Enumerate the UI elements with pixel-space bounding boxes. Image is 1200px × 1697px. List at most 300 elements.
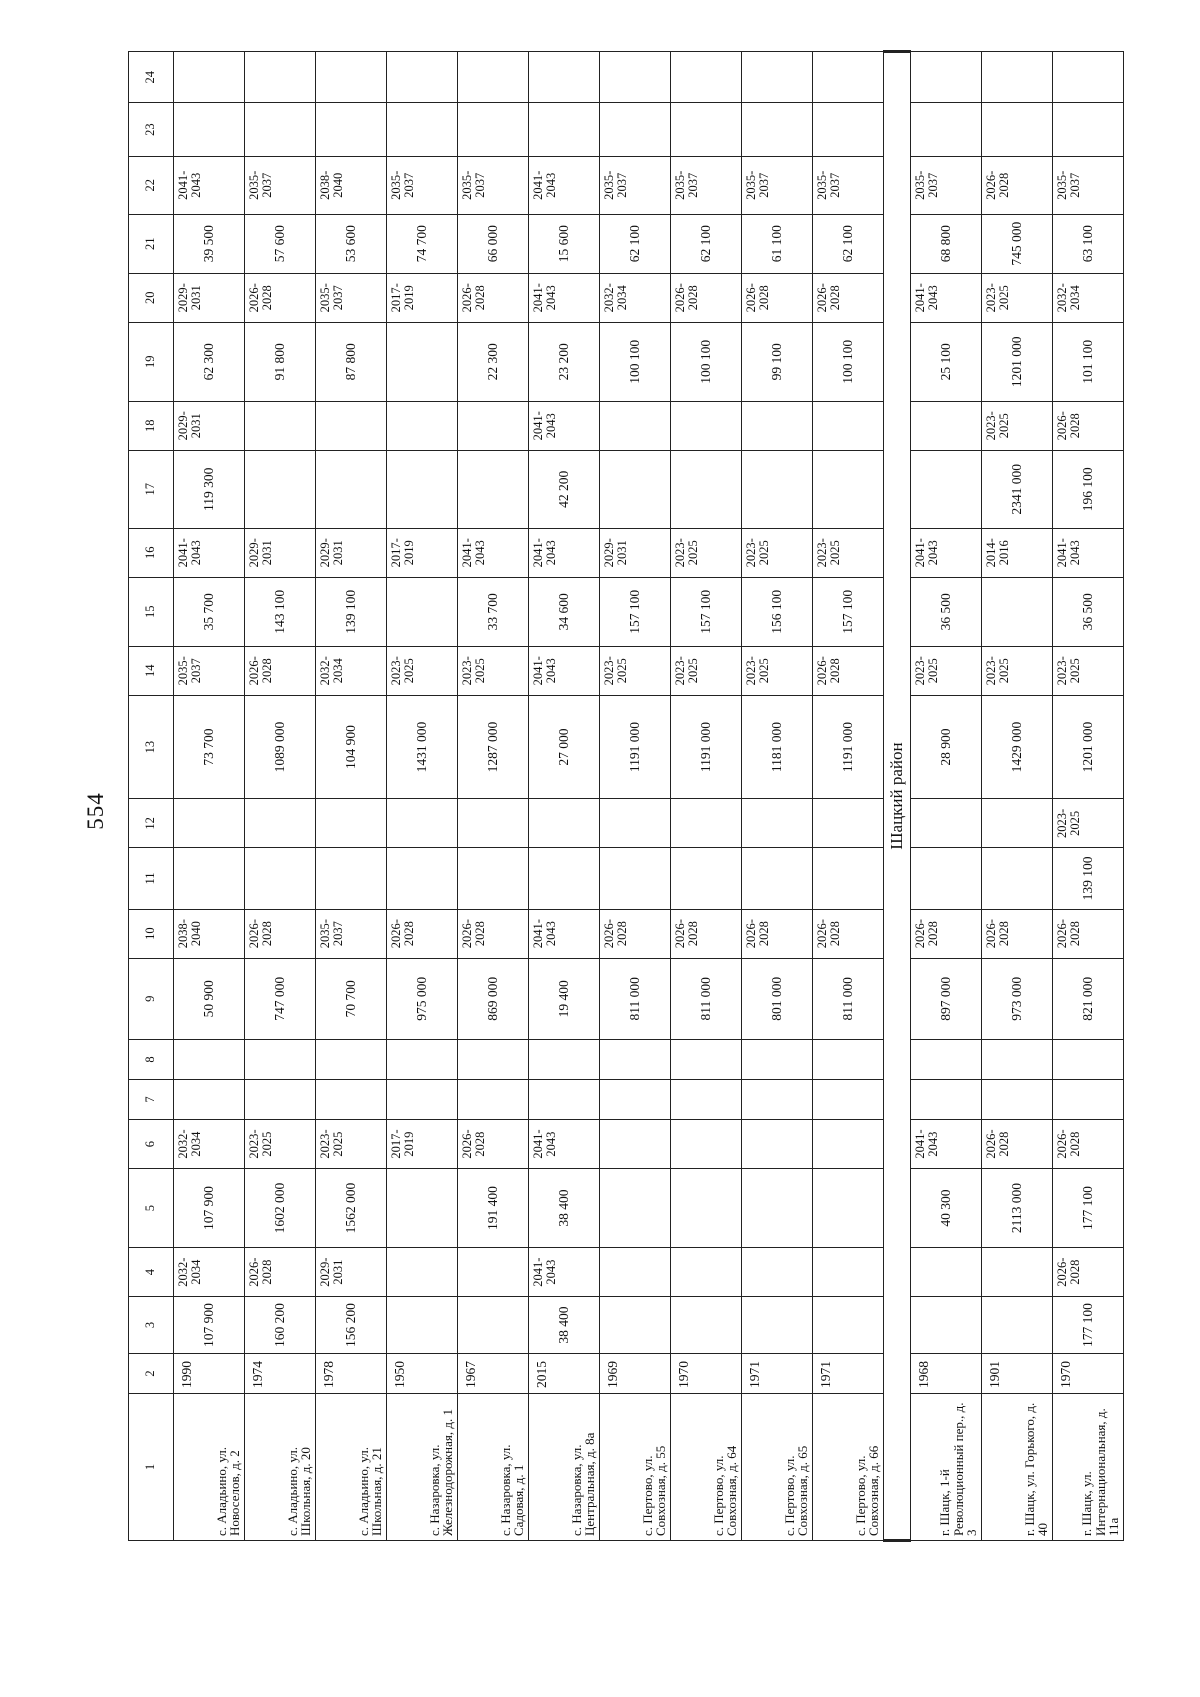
table-row-col-19: 100 100 bbox=[813, 322, 884, 401]
table-row-col-11 bbox=[316, 848, 387, 909]
table-row-col-18 bbox=[600, 401, 671, 450]
table-row-col-1: г. Шацк, ул. Интернациональная, д. 11а bbox=[1053, 1394, 1124, 1541]
table-row bbox=[813, 52, 884, 1541]
table-row-col-7 bbox=[529, 1079, 600, 1119]
table-row-col-13: 73 700 bbox=[174, 695, 245, 799]
table-row-col-16: 2017- 2019 bbox=[387, 528, 458, 577]
table-row-col-24 bbox=[600, 52, 671, 103]
table-row-col-9: 801 000 bbox=[742, 958, 813, 1039]
table-row-col-1: с. Назаровка, ул. Железнодорожная, д. 1 bbox=[387, 1394, 458, 1541]
table-row-col-19: 22 300 bbox=[458, 322, 529, 401]
table-row-col-16: 2041- 2043 bbox=[174, 528, 245, 577]
table-row-col-23 bbox=[671, 103, 742, 156]
table-row-col-6: 2023- 2025 bbox=[316, 1120, 387, 1169]
table-row-col-5 bbox=[387, 1169, 458, 1248]
table-row-col-16: 2041- 2043 bbox=[1053, 528, 1124, 577]
table-row-col-11 bbox=[529, 848, 600, 909]
table-row-col-1: г. Шацк, 1-й Революционный пер., д. 3 bbox=[911, 1394, 982, 1541]
table-row-col-11 bbox=[982, 848, 1053, 909]
table-row-col-1: с. Аладьино, ул. Новоселов, д. 2 bbox=[174, 1394, 245, 1541]
table-row-col-14: 2023- 2025 bbox=[982, 646, 1053, 695]
table-row-col-18 bbox=[671, 401, 742, 450]
table-row-col-20: 2032- 2034 bbox=[600, 273, 671, 322]
table-row-col-8 bbox=[982, 1039, 1053, 1079]
table-row-col-3: 107 900 bbox=[174, 1297, 245, 1354]
table-row-col-17 bbox=[387, 450, 458, 528]
table-row-col-12 bbox=[600, 799, 671, 848]
table-row-col-7 bbox=[458, 1079, 529, 1119]
table-row-col-20: 2026- 2028 bbox=[671, 273, 742, 322]
table-row-col-10: 2026- 2028 bbox=[600, 909, 671, 958]
table-row-col-2: 2015 bbox=[529, 1353, 600, 1393]
table-row-col-9: 70 700 bbox=[316, 958, 387, 1039]
table-row-col-20: 2026- 2028 bbox=[245, 273, 316, 322]
table-row-col-6: 2026- 2028 bbox=[1053, 1120, 1124, 1169]
table-row-col-2: 1950 bbox=[387, 1353, 458, 1393]
table-row bbox=[245, 52, 316, 1541]
table-row-col-15: 35 700 bbox=[174, 577, 245, 646]
table-row-col-23 bbox=[529, 103, 600, 156]
table-row-col-20: 2026- 2028 bbox=[742, 273, 813, 322]
table-row-col-14: 2023- 2025 bbox=[458, 646, 529, 695]
header-cell: 6 bbox=[129, 1120, 174, 1169]
table-row-col-12 bbox=[742, 799, 813, 848]
table-row-col-23 bbox=[742, 103, 813, 156]
table-row-col-11 bbox=[600, 848, 671, 909]
table-row-col-14: 2041- 2043 bbox=[529, 646, 600, 695]
table-row bbox=[174, 52, 245, 1541]
table-row-col-23 bbox=[458, 103, 529, 156]
table-row-col-15: 139 100 bbox=[316, 577, 387, 646]
table-row-col-10: 2026- 2028 bbox=[245, 909, 316, 958]
table-row-col-21: 62 100 bbox=[600, 214, 671, 273]
header-cell: 8 bbox=[129, 1039, 174, 1079]
table-row-col-18: 2026- 2028 bbox=[1053, 401, 1124, 450]
table-row bbox=[458, 52, 529, 1541]
table-row-col-16: 2023- 2025 bbox=[742, 528, 813, 577]
table-row-col-18: 2023- 2025 bbox=[982, 401, 1053, 450]
table-row-col-10: 2026- 2028 bbox=[1053, 909, 1124, 958]
table-row-col-1: с. Пертово, ул. Совхозная, д. 55 bbox=[600, 1394, 671, 1541]
table-row-col-16: 2023- 2025 bbox=[813, 528, 884, 577]
header-cell: 17 bbox=[129, 450, 174, 528]
table-row-col-8 bbox=[600, 1039, 671, 1079]
table-row-col-23 bbox=[1053, 103, 1124, 156]
table-row-col-7 bbox=[174, 1079, 245, 1119]
table-row-col-15: 34 600 bbox=[529, 577, 600, 646]
table-row-col-4 bbox=[911, 1248, 982, 1297]
table-row-col-6 bbox=[671, 1120, 742, 1169]
table-row-col-16: 2023- 2025 bbox=[671, 528, 742, 577]
table-row bbox=[1053, 52, 1124, 1541]
table-row-col-13: 1191 000 bbox=[671, 695, 742, 799]
table-row-col-20: 2041- 2043 bbox=[911, 273, 982, 322]
table-row-col-20: 2017- 2019 bbox=[387, 273, 458, 322]
table-row-col-6: 2032- 2034 bbox=[174, 1120, 245, 1169]
table-row-col-14: 2035- 2037 bbox=[174, 646, 245, 695]
table-row-col-4: 2026- 2028 bbox=[1053, 1248, 1124, 1297]
table-row-col-9: 811 000 bbox=[600, 958, 671, 1039]
table-row-col-15: 157 100 bbox=[600, 577, 671, 646]
table-row-col-13: 1089 000 bbox=[245, 695, 316, 799]
table-row-col-16: 2041- 2043 bbox=[529, 528, 600, 577]
table-row-col-24 bbox=[529, 52, 600, 103]
table-row bbox=[316, 52, 387, 1541]
table-row-col-21: 62 100 bbox=[671, 214, 742, 273]
header-cell: 19 bbox=[129, 322, 174, 401]
table-row-col-22: 2035- 2037 bbox=[387, 156, 458, 214]
header-cell: 15 bbox=[129, 577, 174, 646]
data-table bbox=[128, 50, 1124, 1542]
table-row-col-22: 2035- 2037 bbox=[813, 156, 884, 214]
table-row-col-13: 1191 000 bbox=[813, 695, 884, 799]
table-row-col-12 bbox=[174, 799, 245, 848]
table-row-col-7 bbox=[245, 1079, 316, 1119]
header-cell: 7 bbox=[129, 1079, 174, 1119]
table-row-col-23 bbox=[174, 103, 245, 156]
table-row-col-23 bbox=[245, 103, 316, 156]
table-row-col-15: 36 500 bbox=[911, 577, 982, 646]
table-row-col-22: 2035- 2037 bbox=[1053, 156, 1124, 214]
table-row-col-5 bbox=[671, 1169, 742, 1248]
table-row-col-4 bbox=[813, 1248, 884, 1297]
table-row-col-17 bbox=[245, 450, 316, 528]
table-row-col-24 bbox=[245, 52, 316, 103]
table-row-col-24 bbox=[671, 52, 742, 103]
header-cell: 12 bbox=[129, 799, 174, 848]
header-cell: 5 bbox=[129, 1169, 174, 1248]
table-row-col-9: 973 000 bbox=[982, 958, 1053, 1039]
table-row-col-18 bbox=[316, 401, 387, 450]
table-row-col-14: 2026- 2028 bbox=[813, 646, 884, 695]
table-row-col-7 bbox=[982, 1079, 1053, 1119]
table-row-col-19: 100 100 bbox=[671, 322, 742, 401]
table-row-col-10: 2026- 2028 bbox=[742, 909, 813, 958]
table-row-col-2: 1969 bbox=[600, 1353, 671, 1393]
table-row-col-12 bbox=[316, 799, 387, 848]
table-row-col-5: 177 100 bbox=[1053, 1169, 1124, 1248]
table-row-col-4 bbox=[387, 1248, 458, 1297]
table-row-col-8 bbox=[316, 1039, 387, 1079]
table-row-col-10: 2026- 2028 bbox=[813, 909, 884, 958]
table-row-col-17 bbox=[742, 450, 813, 528]
table-row-col-18 bbox=[387, 401, 458, 450]
table-row-col-11 bbox=[671, 848, 742, 909]
table-row-col-11 bbox=[245, 848, 316, 909]
table-row-col-12 bbox=[671, 799, 742, 848]
table-row-col-9: 897 000 bbox=[911, 958, 982, 1039]
table-row-col-24 bbox=[1053, 52, 1124, 103]
table-row-col-21: 39 500 bbox=[174, 214, 245, 273]
table-row bbox=[529, 52, 600, 1541]
data-table-container bbox=[128, 50, 1122, 1542]
table-row-col-21: 68 800 bbox=[911, 214, 982, 273]
table-row-col-5 bbox=[742, 1169, 813, 1248]
table-row-col-7 bbox=[316, 1079, 387, 1119]
table-row-col-9: 747 000 bbox=[245, 958, 316, 1039]
table-row-col-19: 99 100 bbox=[742, 322, 813, 401]
table-row-col-5 bbox=[813, 1169, 884, 1248]
table-row-col-14: 2023- 2025 bbox=[600, 646, 671, 695]
table-row-col-8 bbox=[387, 1039, 458, 1079]
table-row-col-10: 2026- 2028 bbox=[387, 909, 458, 958]
table-row-col-12 bbox=[982, 799, 1053, 848]
table-row-col-2: 1971 bbox=[742, 1353, 813, 1393]
table-row-col-3 bbox=[600, 1297, 671, 1354]
table-row-col-22: 2035- 2037 bbox=[671, 156, 742, 214]
header-cell: 23 bbox=[129, 103, 174, 156]
table-row-col-21: 57 600 bbox=[245, 214, 316, 273]
table-row-col-10: 2041- 2043 bbox=[529, 909, 600, 958]
table-row-col-10: 2026- 2028 bbox=[982, 909, 1053, 958]
table-row-col-13: 1431 000 bbox=[387, 695, 458, 799]
table-row-col-5: 1562 000 bbox=[316, 1169, 387, 1248]
table-row-col-13: 1287 000 bbox=[458, 695, 529, 799]
table-row-col-19: 101 100 bbox=[1053, 322, 1124, 401]
table-row bbox=[600, 52, 671, 1541]
table-row-col-21: 745 000 bbox=[982, 214, 1053, 273]
table-row-col-7 bbox=[387, 1079, 458, 1119]
table-row-col-7 bbox=[813, 1079, 884, 1119]
table-row-col-2: 1967 bbox=[458, 1353, 529, 1393]
table-row-col-21: 63 100 bbox=[1053, 214, 1124, 273]
header-cell: 10 bbox=[129, 909, 174, 958]
table-row-col-15: 156 100 bbox=[742, 577, 813, 646]
table-row-col-16: 2041- 2043 bbox=[911, 528, 982, 577]
table-row-col-15 bbox=[387, 577, 458, 646]
table-row-col-3: 177 100 bbox=[1053, 1297, 1124, 1354]
table-row-col-6: 2026- 2028 bbox=[982, 1120, 1053, 1169]
table-row-col-7 bbox=[911, 1079, 982, 1119]
header-cell: 2 bbox=[129, 1353, 174, 1393]
table-row-col-8 bbox=[911, 1039, 982, 1079]
table-row-col-3 bbox=[742, 1297, 813, 1354]
table-row-col-23 bbox=[387, 103, 458, 156]
header-cell: 3 bbox=[129, 1297, 174, 1354]
table-row-col-4 bbox=[458, 1248, 529, 1297]
table-row-col-12 bbox=[529, 799, 600, 848]
table-row-col-9: 869 000 bbox=[458, 958, 529, 1039]
table-row bbox=[742, 52, 813, 1541]
table-row-col-10: 2026- 2028 bbox=[458, 909, 529, 958]
table-row-col-12: 2023- 2025 bbox=[1053, 799, 1124, 848]
table-row-col-12 bbox=[458, 799, 529, 848]
table-row-col-5: 2113 000 bbox=[982, 1169, 1053, 1248]
table-row-col-12 bbox=[245, 799, 316, 848]
table-row-col-4: 2029- 2031 bbox=[316, 1248, 387, 1297]
table-row-col-18 bbox=[458, 401, 529, 450]
table-row-col-16: 2014- 2016 bbox=[982, 528, 1053, 577]
table-row-col-6: 2017- 2019 bbox=[387, 1120, 458, 1169]
table-row-col-13: 104 900 bbox=[316, 695, 387, 799]
table-row-col-22: 2041- 2043 bbox=[174, 156, 245, 214]
table-row-col-20: 2032- 2034 bbox=[1053, 273, 1124, 322]
table-row-col-9: 50 900 bbox=[174, 958, 245, 1039]
table-row-col-2: 1971 bbox=[813, 1353, 884, 1393]
table-row-col-18 bbox=[245, 401, 316, 450]
table-row-col-2: 1970 bbox=[1053, 1353, 1124, 1393]
table-row-col-18 bbox=[742, 401, 813, 450]
header-cell: 22 bbox=[129, 156, 174, 214]
table-row-col-9: 811 000 bbox=[671, 958, 742, 1039]
header-cell: 21 bbox=[129, 214, 174, 273]
table-row-col-21: 62 100 bbox=[813, 214, 884, 273]
table-row-col-17 bbox=[316, 450, 387, 528]
table-row-col-21: 74 700 bbox=[387, 214, 458, 273]
table-row-col-22: 2026- 2028 bbox=[982, 156, 1053, 214]
table-row-col-9: 19 400 bbox=[529, 958, 600, 1039]
table-row-col-1: г. Шацк, ул. Горького, д. 40 bbox=[982, 1394, 1053, 1541]
table-row-col-18: 2029- 2031 bbox=[174, 401, 245, 450]
table-row-col-1: с. Назаровка, ул. Центральная, д. 8а bbox=[529, 1394, 600, 1541]
header-cell: 16 bbox=[129, 528, 174, 577]
table-row-col-7 bbox=[742, 1079, 813, 1119]
table-row bbox=[982, 52, 1053, 1541]
table-row-col-22: 2035- 2037 bbox=[600, 156, 671, 214]
table-row-col-1: с. Пертово, ул. Совхозная, д. 65 bbox=[742, 1394, 813, 1541]
table-row-col-20: 2026- 2028 bbox=[458, 273, 529, 322]
table-row-col-19: 87 800 bbox=[316, 322, 387, 401]
table-row-col-23 bbox=[813, 103, 884, 156]
table-row-col-3 bbox=[671, 1297, 742, 1354]
table-row-col-14: 2023- 2025 bbox=[911, 646, 982, 695]
table-row-col-7 bbox=[1053, 1079, 1124, 1119]
table-row-col-13: 27 000 bbox=[529, 695, 600, 799]
table-row-col-9: 975 000 bbox=[387, 958, 458, 1039]
table-row-col-24 bbox=[911, 52, 982, 103]
table-row-col-22: 2035- 2037 bbox=[742, 156, 813, 214]
table-row-col-11 bbox=[911, 848, 982, 909]
table-row-col-19 bbox=[387, 322, 458, 401]
table-row-col-2: 1901 bbox=[982, 1353, 1053, 1393]
table-row-col-17 bbox=[458, 450, 529, 528]
table-row-col-11 bbox=[813, 848, 884, 909]
table-row-col-1: с. Аладьино, ул. Школьная, д. 21 bbox=[316, 1394, 387, 1541]
table-row-col-9: 811 000 bbox=[813, 958, 884, 1039]
table-row-col-19: 62 300 bbox=[174, 322, 245, 401]
table-row-col-21: 66 000 bbox=[458, 214, 529, 273]
table-row-col-19: 100 100 bbox=[600, 322, 671, 401]
table-row bbox=[387, 52, 458, 1541]
table-row-col-1: с. Пертово, ул. Совхозная, д. 64 bbox=[671, 1394, 742, 1541]
table-row-col-14: 2023- 2025 bbox=[387, 646, 458, 695]
table-row-col-22: 2041- 2043 bbox=[529, 156, 600, 214]
table-row-col-13: 1181 000 bbox=[742, 695, 813, 799]
table-row-col-4: 2041- 2043 bbox=[529, 1248, 600, 1297]
table-row-col-5: 40 300 bbox=[911, 1169, 982, 1248]
table-row-col-8 bbox=[671, 1039, 742, 1079]
table-row-col-17 bbox=[600, 450, 671, 528]
table-row-col-13: 1429 000 bbox=[982, 695, 1053, 799]
table-row-col-18 bbox=[813, 401, 884, 450]
table-row-col-13: 28 900 bbox=[911, 695, 982, 799]
table-row-col-6: 2026- 2028 bbox=[458, 1120, 529, 1169]
table-row-col-5: 107 900 bbox=[174, 1169, 245, 1248]
header-cell: 11 bbox=[129, 848, 174, 909]
table-row-col-3 bbox=[458, 1297, 529, 1354]
table-row-col-15: 157 100 bbox=[813, 577, 884, 646]
table-row-col-5 bbox=[600, 1169, 671, 1248]
table-row-col-12 bbox=[911, 799, 982, 848]
table-row-col-2: 1974 bbox=[245, 1353, 316, 1393]
table-row-col-4 bbox=[600, 1248, 671, 1297]
table-row-col-15: 143 100 bbox=[245, 577, 316, 646]
table-row-col-17: 2341 000 bbox=[982, 450, 1053, 528]
table-row-col-15: 33 700 bbox=[458, 577, 529, 646]
table-row-col-14: 2032- 2034 bbox=[316, 646, 387, 695]
table-row-col-2: 1970 bbox=[671, 1353, 742, 1393]
table-row-col-24 bbox=[387, 52, 458, 103]
table-row-col-20: 2023- 2025 bbox=[982, 273, 1053, 322]
header-cell: 1 bbox=[129, 1394, 174, 1541]
table-row-col-4 bbox=[742, 1248, 813, 1297]
table-row-col-7 bbox=[671, 1079, 742, 1119]
table-row-col-17: 196 100 bbox=[1053, 450, 1124, 528]
table-row-col-20: 2026- 2028 bbox=[813, 273, 884, 322]
table-row-col-5: 38 400 bbox=[529, 1169, 600, 1248]
table-row-col-17 bbox=[911, 450, 982, 528]
table-row-col-20: 2029- 2031 bbox=[174, 273, 245, 322]
table-row-col-3: 156 200 bbox=[316, 1297, 387, 1354]
table-row-col-17 bbox=[813, 450, 884, 528]
table-row-col-18 bbox=[911, 401, 982, 450]
table-row-col-3: 160 200 bbox=[245, 1297, 316, 1354]
table-row-col-2: 1978 bbox=[316, 1353, 387, 1393]
table-row bbox=[911, 52, 982, 1541]
table-row-col-10: 2026- 2028 bbox=[911, 909, 982, 958]
table-row-col-3 bbox=[911, 1297, 982, 1354]
table-row-col-19: 91 800 bbox=[245, 322, 316, 401]
table-row-col-1: с. Пертово, ул. Совхозная, д. 66 bbox=[813, 1394, 884, 1541]
table-row-col-24 bbox=[458, 52, 529, 103]
region-label: Шацкий район bbox=[884, 52, 911, 1541]
table-row-col-24 bbox=[174, 52, 245, 103]
table-row-col-19: 23 200 bbox=[529, 322, 600, 401]
table-row-col-24 bbox=[742, 52, 813, 103]
table-row-col-24 bbox=[316, 52, 387, 103]
table-row-col-18: 2041- 2043 bbox=[529, 401, 600, 450]
table-row-col-8 bbox=[529, 1039, 600, 1079]
table-row-col-11 bbox=[742, 848, 813, 909]
table-row-col-4 bbox=[671, 1248, 742, 1297]
table-row-col-2: 1990 bbox=[174, 1353, 245, 1393]
table-row-col-8 bbox=[458, 1039, 529, 1079]
table-row-col-22: 2035- 2037 bbox=[245, 156, 316, 214]
table-row-col-19: 25 100 bbox=[911, 322, 982, 401]
table-row-col-3 bbox=[387, 1297, 458, 1354]
header-cell: 24 bbox=[129, 52, 174, 103]
table-row-col-19: 1201 000 bbox=[982, 322, 1053, 401]
table-row-col-5: 1602 000 bbox=[245, 1169, 316, 1248]
header-cell: 18 bbox=[129, 401, 174, 450]
table-row-col-10: 2035- 2037 bbox=[316, 909, 387, 958]
table-row-col-10: 2026- 2028 bbox=[671, 909, 742, 958]
table-row-col-3 bbox=[813, 1297, 884, 1354]
table-row-col-22: 2035- 2037 bbox=[458, 156, 529, 214]
table-row-col-23 bbox=[982, 103, 1053, 156]
table-row-col-4 bbox=[982, 1248, 1053, 1297]
table-row-col-21: 61 100 bbox=[742, 214, 813, 273]
header-cell: 14 bbox=[129, 646, 174, 695]
table-row-col-8 bbox=[813, 1039, 884, 1079]
table-row bbox=[671, 52, 742, 1541]
table-row-col-11 bbox=[174, 848, 245, 909]
table-row-col-16: 2029- 2031 bbox=[245, 528, 316, 577]
table-row-col-17: 119 300 bbox=[174, 450, 245, 528]
table-row-col-21: 15 600 bbox=[529, 214, 600, 273]
table-row-col-6: 2041- 2043 bbox=[911, 1120, 982, 1169]
table-row-col-24 bbox=[813, 52, 884, 103]
